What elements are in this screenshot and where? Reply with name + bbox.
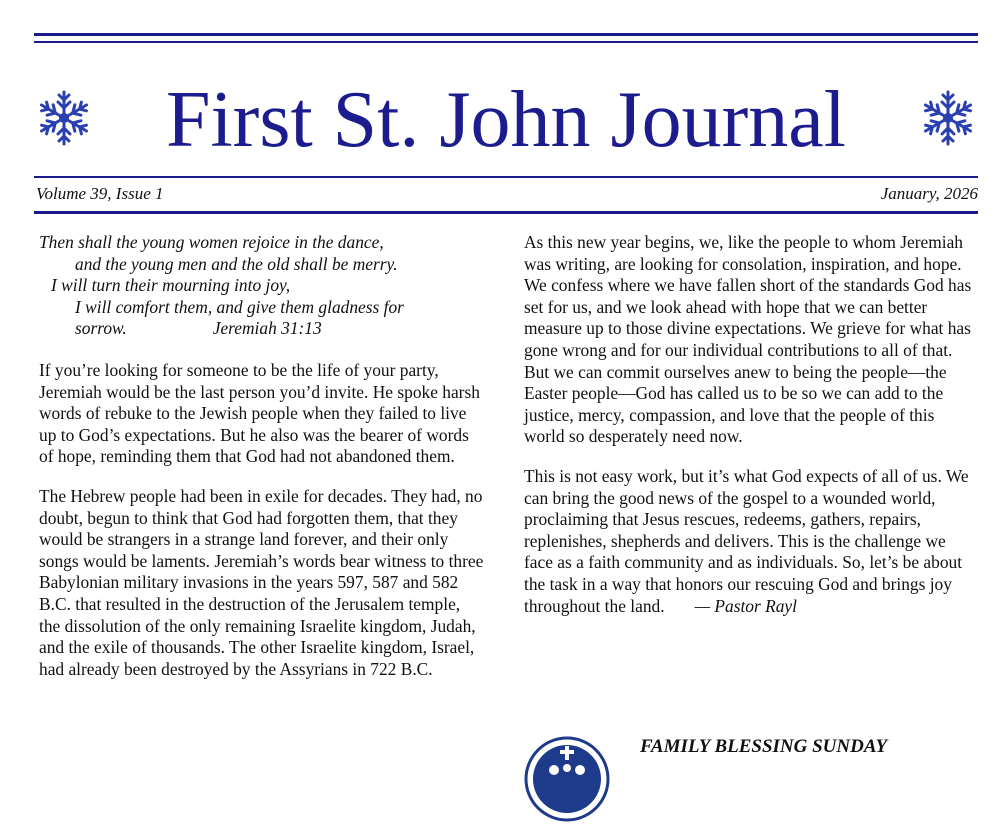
- church-seal-icon: [524, 736, 610, 822]
- masthead: [34, 60, 978, 170]
- top-rule-thin: [34, 41, 978, 43]
- right-column: [524, 232, 979, 635]
- article-paragraph: As this new year begins, we, like the people to whom Jeremiah was writing, are looking for consolation, inspiration, and hope. We confess where we have fallen short of the standards God has set for us, and we look ahead with hope that we can better measure up to those divine expectations. We grieve for what has gone wrong and for our individual contributions to all of that. But we can commit ourselves anew to being the people—the Easter people—God has called us to be so we can add to the justice, mercy, compassion, and love that the people of this world so desperately need now.: [524, 232, 972, 447]
- left-column: [39, 232, 484, 698]
- snowflake-icon: [918, 88, 978, 148]
- issue-date: January, 2026: [880, 184, 978, 203]
- issue-bottom-rule: [34, 211, 978, 214]
- article-paragraph: This is not easy work, but it’s what God expects of all of us. We can bring the good news of the gospel to a wounded world, proclaiming that Jesus rescues, redeems, gathers, repairs, replenishes, shepherds and delivers. This is the challenge we face as a faith community and as individuals. So, let’s be about the task in a way that honors our rescuing God and brings joy throughout the land.: [524, 465, 969, 616]
- author-attribution: — Pastor Rayl: [694, 595, 797, 616]
- journal-title: First St. John Journal: [165, 76, 847, 164]
- section-heading: FAMILY BLESSING SUNDAY: [640, 736, 888, 757]
- verse-line: and the young men and the old shall be merry.: [75, 253, 398, 274]
- verse-reference: Jeremiah 31:13: [212, 318, 322, 339]
- verse-line: I will turn their mourning into joy,: [51, 275, 291, 296]
- verse-line: I will comfort them, and give them gladness for: [75, 296, 404, 317]
- verse-line: sorrow.: [75, 318, 127, 339]
- article-paragraph: If you’re looking for someone to be the life of your party, Jeremiah would be the last person you’d invite. He spoke harsh words of rebuke to the Jewish people when they failed to live up to God’s expectations. But he also was the bearer of words of hope, reminding them that God had not abandoned them.: [39, 359, 480, 467]
- volume-issue: Volume 39, Issue 1: [36, 184, 164, 203]
- article-paragraph-closing: [524, 466, 979, 617]
- family-blessing-section: [524, 726, 979, 776]
- top-rule-thick: [34, 33, 978, 36]
- snowflake-icon: [34, 88, 94, 148]
- verse-line-last: [39, 318, 484, 340]
- scripture-verse: [39, 232, 484, 340]
- masthead-bottom-rule: [34, 176, 978, 178]
- verse-line: Then shall the young women rejoice in the dance,: [39, 232, 384, 252]
- article-paragraph: The Hebrew people had been in exile for decades. They had, no doubt, begun to think that God had forgotten them, that they would be strangers in a strange land forever, and their only songs would be laments. Jeremiah’s words bear witness to three Babylonian military invasions in the years 597, 587 and 582 B.C. that resulted in the destruction of the Jerusalem temple, the dissolution of the only remaining Israelite kingdom, Judah, and the exile of thousands. The other Israelite kingdom, Israel, had already been destroyed by the Assyrians in 722 B.C.: [39, 485, 484, 679]
